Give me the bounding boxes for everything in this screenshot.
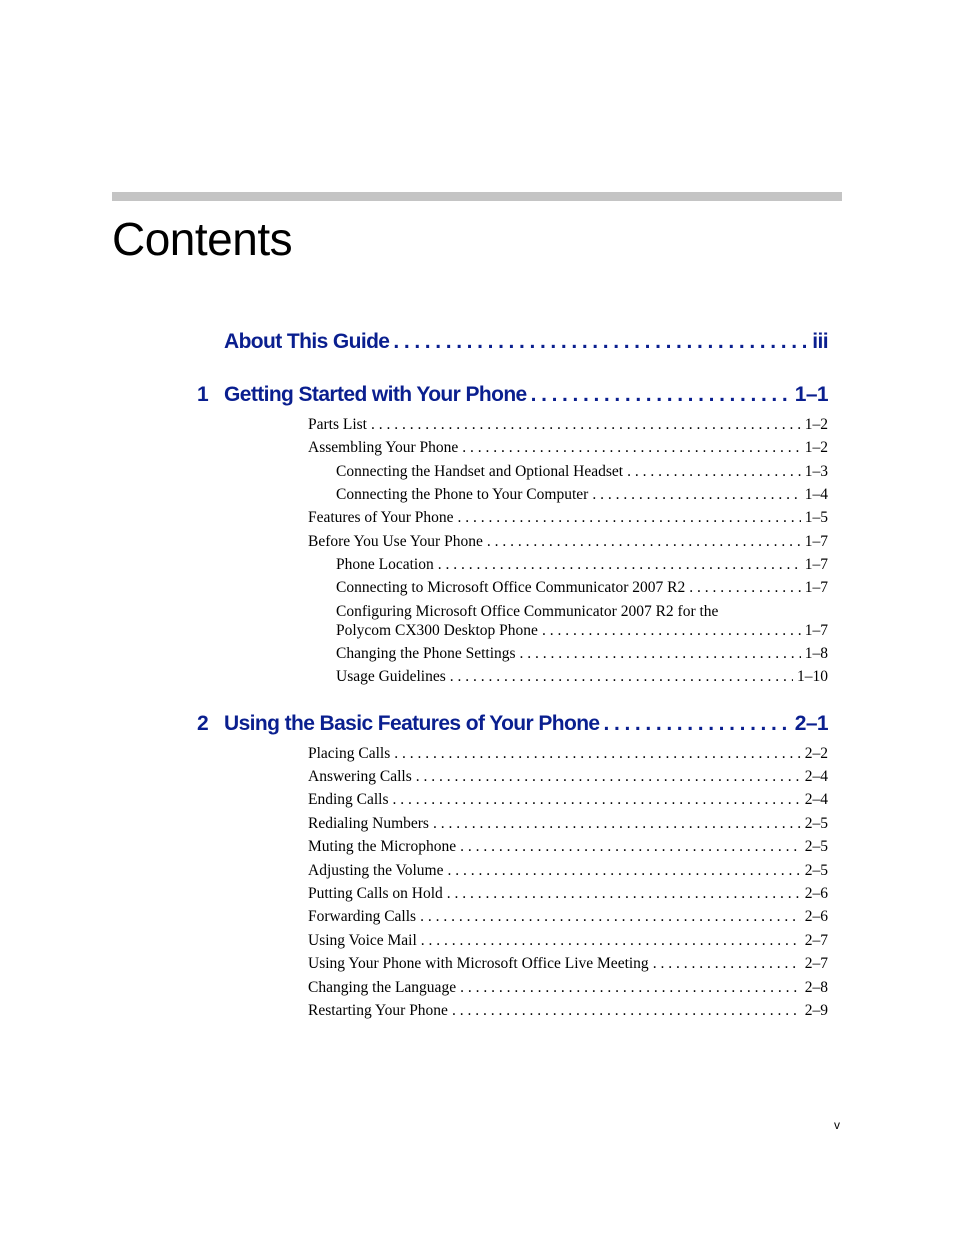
toc-page: 1–7 [804, 579, 828, 596]
dot-leader [460, 838, 801, 856]
toc-entry[interactable] [336, 579, 828, 597]
dot-leader [627, 463, 801, 481]
toc-entry[interactable] [336, 622, 828, 640]
toc-entry[interactable] [308, 533, 828, 551]
toc-label-line1[interactable]: Configuring Microsoft Office Communicator 2007 R2 for the [336, 603, 719, 620]
header-rule [112, 192, 842, 201]
toc-entry[interactable] [308, 955, 828, 973]
dot-leader [542, 622, 801, 640]
toc-page: 1–8 [804, 645, 828, 662]
toc-entry[interactable] [308, 768, 828, 786]
toc-entry[interactable] [308, 932, 828, 950]
toc-page: 1–10 [797, 668, 828, 685]
toc-label: About This Guide [224, 330, 390, 353]
toc-chapter-1[interactable] [197, 383, 828, 407]
toc-entry[interactable] [308, 838, 828, 856]
dot-leader [653, 955, 801, 973]
toc-entry[interactable] [336, 486, 828, 504]
dot-leader [450, 668, 793, 686]
dot-leader [462, 439, 800, 457]
toc-entry[interactable] [308, 979, 828, 997]
page-number: v [834, 1118, 840, 1132]
toc-chapter-2[interactable] [197, 712, 828, 736]
toc-label: Phone Location [336, 556, 434, 573]
toc-entry[interactable] [308, 439, 828, 457]
toc-page: 1–1 [794, 383, 828, 406]
toc-entry[interactable] [336, 645, 828, 663]
toc-page: 2–8 [804, 979, 828, 996]
toc-page: 1–2 [804, 416, 828, 433]
toc-page: 1–7 [804, 556, 828, 573]
toc-label: Putting Calls on Hold [308, 885, 443, 902]
dot-leader [420, 908, 801, 926]
toc-page: 2–5 [804, 815, 828, 832]
toc-page: 1–2 [804, 439, 828, 456]
toc-label: Using Voice Mail [308, 932, 417, 949]
toc-label: Using the Basic Features of Your Phone [224, 712, 600, 735]
toc-about-this-guide[interactable] [224, 330, 828, 354]
toc-entry[interactable] [308, 509, 828, 527]
page-title: Contents [112, 213, 293, 265]
toc-label: Muting the Microphone [308, 838, 457, 855]
toc-page: 1–7 [804, 622, 828, 639]
toc-page: 2–6 [804, 885, 828, 902]
dot-leader [592, 486, 800, 504]
dot-leader [421, 932, 801, 950]
toc-label: Ending Calls [308, 791, 389, 808]
toc-label: Assembling Your Phone [308, 439, 459, 456]
toc-page: 2–7 [804, 955, 828, 972]
toc-label: Usage Guidelines [336, 668, 446, 685]
dot-leader [604, 712, 791, 736]
toc-entry[interactable] [336, 463, 828, 481]
toc-page: 2–5 [804, 862, 828, 879]
toc-page: 1–3 [804, 463, 828, 480]
toc-label: Adjusting the Volume [308, 862, 444, 879]
toc-label: Before You Use Your Phone [308, 533, 483, 550]
toc-page: 2–7 [804, 932, 828, 949]
toc-label: Changing the Language [308, 979, 457, 996]
dot-leader [458, 509, 801, 527]
toc-entry[interactable] [336, 668, 828, 686]
dot-leader [447, 885, 801, 903]
toc-entry[interactable] [308, 815, 828, 833]
dot-leader [448, 862, 801, 880]
toc-entry[interactable] [308, 416, 828, 434]
toc-page: 1–7 [804, 533, 828, 550]
toc-page: 2–1 [794, 712, 828, 735]
chapter-number: 2 [197, 712, 209, 735]
toc-page: 2–2 [804, 745, 828, 762]
toc-label: Features of Your Phone [308, 509, 454, 526]
dot-leader [689, 579, 800, 597]
toc-page: 2–4 [804, 791, 828, 808]
toc-label: Answering Calls [308, 768, 412, 785]
toc-label: Polycom CX300 Desktop Phone [336, 622, 538, 639]
toc-page: 2–9 [804, 1002, 828, 1019]
toc-label: Connecting the Handset and Optional Headset [336, 463, 624, 480]
dot-leader [531, 383, 791, 407]
toc-page: 2–6 [804, 908, 828, 925]
toc-page: 1–4 [804, 486, 828, 503]
dot-leader [460, 979, 801, 997]
dot-leader [433, 815, 801, 833]
chapter-number: 1 [197, 383, 209, 406]
toc-label: Parts List [308, 416, 367, 433]
dot-leader [438, 556, 801, 574]
toc-page: iii [812, 330, 828, 353]
toc-entry[interactable] [308, 908, 828, 926]
toc-label: Connecting to Microsoft Office Communicator 2007 R2 [336, 579, 686, 596]
toc-label: Redialing Numbers [308, 815, 429, 832]
dot-leader [394, 745, 801, 763]
dot-leader [393, 330, 808, 354]
dot-leader [371, 416, 801, 434]
toc-label: Getting Started with Your Phone [224, 383, 527, 406]
toc-entry[interactable] [336, 556, 828, 574]
toc-label: Changing the Phone Settings [336, 645, 516, 662]
toc-page: 2–4 [804, 768, 828, 785]
dot-leader [416, 768, 801, 786]
dot-leader [487, 533, 801, 551]
toc-entry[interactable] [308, 791, 828, 809]
dot-leader [393, 791, 801, 809]
toc-label: Using Your Phone with Microsoft Office Live Meeting [308, 955, 649, 972]
toc-page: 1–5 [804, 509, 828, 526]
dot-leader [452, 1002, 801, 1020]
toc-entry[interactable] [308, 745, 828, 763]
toc-entry[interactable] [308, 1002, 828, 1020]
toc-entry[interactable] [308, 885, 828, 903]
dot-leader [520, 645, 801, 663]
toc-label: Forwarding Calls [308, 908, 417, 925]
toc-label: Connecting the Phone to Your Computer [336, 486, 589, 503]
toc-label: Restarting Your Phone [308, 1002, 448, 1019]
toc-label: Placing Calls [308, 745, 391, 762]
toc-entry[interactable] [308, 862, 828, 880]
toc-page: 2–5 [804, 838, 828, 855]
